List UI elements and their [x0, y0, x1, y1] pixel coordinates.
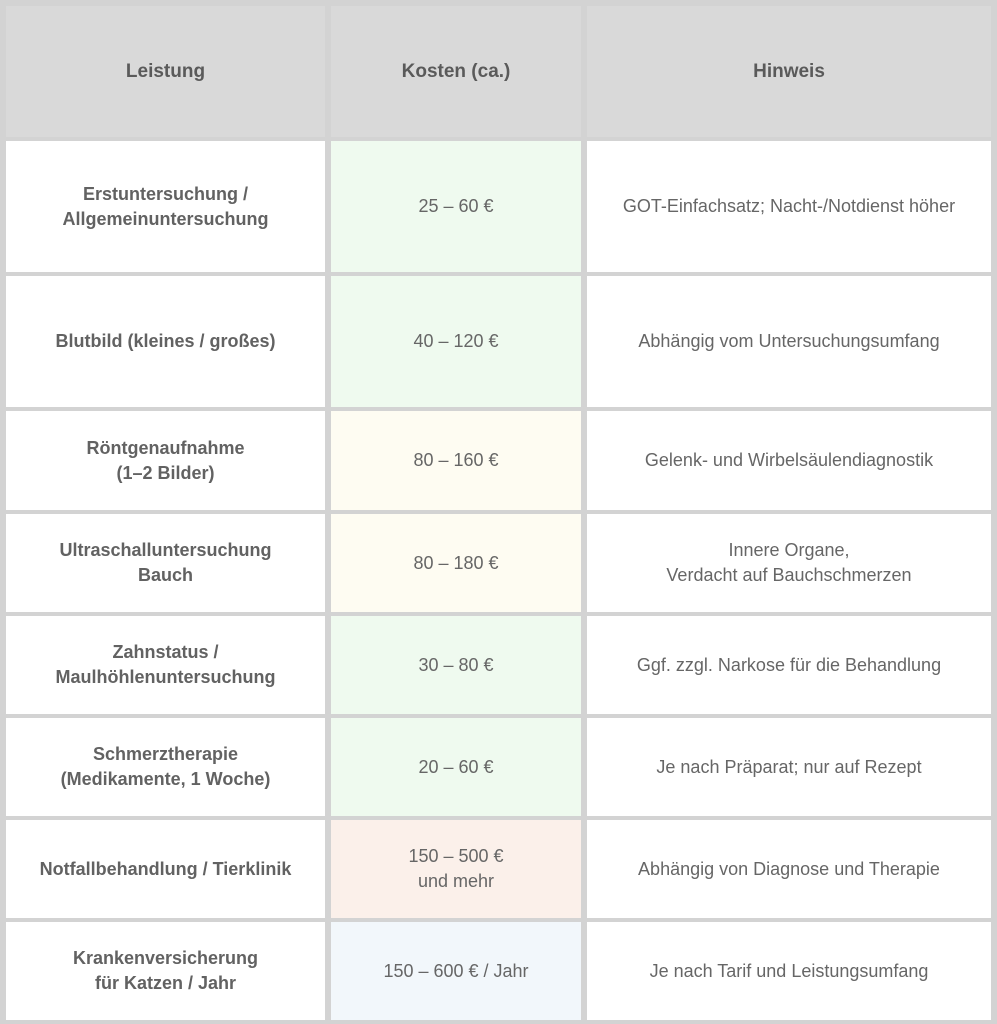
note-cell: Abhängig von Diagnose und Therapie: [587, 820, 991, 918]
service-cell: Blutbild (kleines / großes): [6, 276, 325, 407]
cost-cell: 150 – 500 € und mehr: [331, 820, 581, 918]
service-cell: Zahnstatus / Maulhöhlenuntersuchung: [6, 616, 325, 714]
note-cell: Gelenk- und Wirbelsäulendiagnostik: [587, 411, 991, 510]
cost-cell: 20 – 60 €: [331, 718, 581, 816]
service-cell: Röntgenaufnahme (1–2 Bilder): [6, 411, 325, 510]
cost-cell: 80 – 180 €: [331, 514, 581, 612]
note-cell: Abhängig vom Untersuchungsumfang: [587, 276, 991, 407]
header-cost: Kosten (ca.): [331, 6, 581, 137]
cost-cell: 30 – 80 €: [331, 616, 581, 714]
note-cell: Je nach Tarif und Leistungsumfang: [587, 922, 991, 1020]
cost-cell: 150 – 600 € / Jahr: [331, 922, 581, 1020]
service-cell: Schmerztherapie (Medikamente, 1 Woche): [6, 718, 325, 816]
cost-cell: 80 – 160 €: [331, 411, 581, 510]
cost-cell: 40 – 120 €: [331, 276, 581, 407]
note-cell: GOT-Einfachsatz; Nacht-/Notdienst höher: [587, 141, 991, 272]
note-cell: Je nach Präparat; nur auf Rezept: [587, 718, 991, 816]
service-cell: Krankenversicherung für Katzen / Jahr: [6, 922, 325, 1020]
service-cell: Notfallbehandlung / Tierklinik: [6, 820, 325, 918]
header-service: Leistung: [6, 6, 325, 137]
cost-cell: 25 – 60 €: [331, 141, 581, 272]
note-cell: Ggf. zzgl. Narkose für die Behandlung: [587, 616, 991, 714]
header-note: Hinweis: [587, 6, 991, 137]
service-cell: Erstuntersuchung / Allgemeinuntersuchung: [6, 141, 325, 272]
note-cell: Innere Organe, Verdacht auf Bauchschmerzen: [587, 514, 991, 612]
service-cell: Ultraschalluntersuchung Bauch: [6, 514, 325, 612]
